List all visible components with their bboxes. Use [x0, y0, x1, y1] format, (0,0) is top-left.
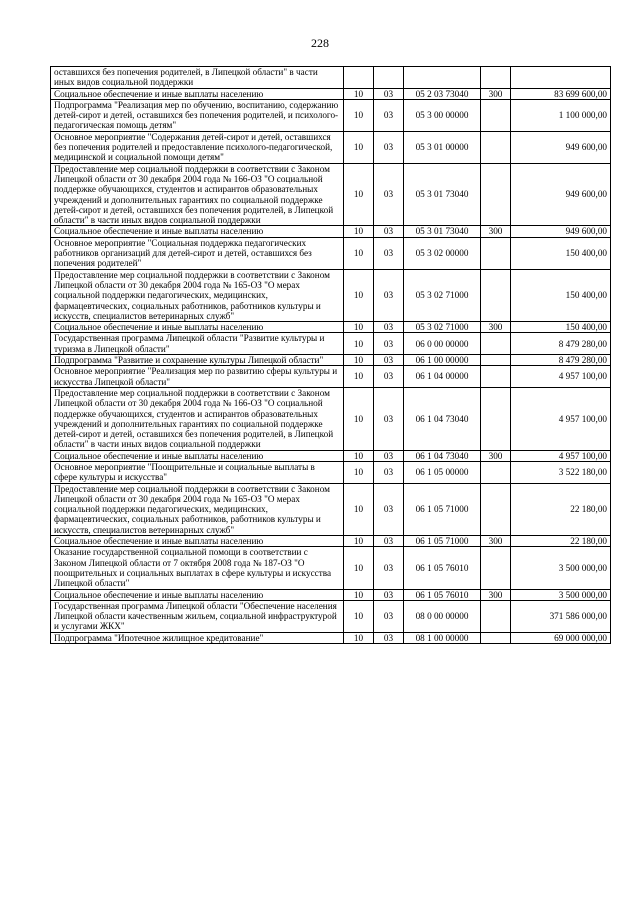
cell-subsection: 03: [374, 333, 404, 355]
cell-target-article: 06 0 00 00000: [404, 333, 481, 355]
cell-target-article: 05 3 01 00000: [404, 131, 481, 163]
cell-section: 10: [344, 483, 374, 535]
cell-amount: 4 957 100,00: [511, 387, 611, 450]
cell-name: Подпрограмма "Реализация мер по обучению, воспитанию, содержанию детей-сирот и детей, оставшихся без попечения родителей, и психолого-педагогическая помощь детям": [51, 99, 344, 131]
cell-subsection: 03: [374, 387, 404, 450]
cell-target-article: 08 1 00 00000: [404, 632, 481, 643]
cell-amount: 949 600,00: [511, 163, 611, 226]
cell-expense-type: 300: [481, 589, 511, 600]
cell-name: Социальное обеспечение и иные выплаты населению: [51, 88, 344, 99]
cell-name: Основное мероприятие "Поощрительные и социальные выплаты в сфере культуры и искусства": [51, 461, 344, 483]
cell-name: Подпрограмма "Развитие и сохранение культуры Липецкой области": [51, 355, 344, 366]
cell-section: 10: [344, 366, 374, 388]
cell-section: 10: [344, 589, 374, 600]
cell-name: Предоставление мер социальной поддержки в соответствии с Законом Липецкой области от 30 декабря 2004 года № 166-ОЗ "О социальной поддержке обучающихся, студентов и аспирантов образовательных учреждений и дополнительных гарантиях по социальной поддержке детей-сирот и детей, оставшихся без попечения родителей, в Липецкой области" в части иных видов социальной поддержки: [51, 163, 344, 226]
table-row: [51, 88, 611, 99]
cell-name: Основное мероприятие "Социальная поддержка педагогических работников организаций для детей-сирот и детей, оставшихся без попечения родителей": [51, 237, 344, 269]
cell-amount: 83 699 600,00: [511, 88, 611, 99]
cell-target-article: 05 3 01 73040: [404, 163, 481, 226]
cell-expense-type: 300: [481, 322, 511, 333]
cell-amount: 69 000 000,00: [511, 632, 611, 643]
table-row: [51, 99, 611, 131]
cell-target-article: 05 2 03 73040: [404, 88, 481, 99]
cell-name: Социальное обеспечение и иные выплаты населению: [51, 322, 344, 333]
cell-target-article: 06 1 04 00000: [404, 366, 481, 388]
cell-subsection: 03: [374, 589, 404, 600]
cell-amount: 3 500 000,00: [511, 589, 611, 600]
cell-subsection: 03: [374, 131, 404, 163]
cell-section: 10: [344, 333, 374, 355]
page-number: 228: [311, 36, 329, 50]
cell-target-article: 05 3 02 00000: [404, 237, 481, 269]
cell-expense-type: [481, 355, 511, 366]
cell-target-article: 06 1 05 76010: [404, 589, 481, 600]
cell-subsection: 03: [374, 536, 404, 547]
cell-section: 10: [344, 99, 374, 131]
budget-table-body: [51, 67, 611, 644]
cell-target-article: 06 1 05 71000: [404, 483, 481, 535]
table-row: [51, 483, 611, 535]
table-row: [51, 461, 611, 483]
table-row: [51, 131, 611, 163]
table-row: [51, 450, 611, 461]
table-row: [51, 237, 611, 269]
cell-subsection: 03: [374, 355, 404, 366]
cell-subsection: 03: [374, 99, 404, 131]
cell-expense-type: 300: [481, 450, 511, 461]
cell-target-article: 06 1 00 00000: [404, 355, 481, 366]
cell-section: 10: [344, 450, 374, 461]
cell-section: 10: [344, 131, 374, 163]
cell-amount: 22 180,00: [511, 483, 611, 535]
cell-subsection: 03: [374, 226, 404, 237]
cell-expense-type: [481, 131, 511, 163]
table-row: [51, 226, 611, 237]
cell-name: Социальное обеспечение и иные выплаты населению: [51, 226, 344, 237]
cell-target-article: 08 0 00 00000: [404, 600, 481, 632]
cell-name: Подпрограмма "Ипотечное жилищное кредитование": [51, 632, 344, 643]
cell-amount: [511, 67, 611, 89]
cell-expense-type: [481, 632, 511, 643]
cell-subsection: 03: [374, 269, 404, 321]
cell-amount: 4 957 100,00: [511, 450, 611, 461]
cell-section: 10: [344, 387, 374, 450]
cell-section: 10: [344, 269, 374, 321]
table-row: [51, 355, 611, 366]
cell-expense-type: [481, 547, 511, 589]
cell-section: 10: [344, 322, 374, 333]
cell-expense-type: [481, 163, 511, 226]
cell-target-article: 05 3 01 73040: [404, 226, 481, 237]
cell-section: 10: [344, 632, 374, 643]
cell-subsection: [374, 67, 404, 89]
cell-amount: 8 479 280,00: [511, 333, 611, 355]
cell-subsection: 03: [374, 366, 404, 388]
table-row: [51, 547, 611, 589]
table-row: [51, 269, 611, 321]
cell-target-article: 05 3 02 71000: [404, 322, 481, 333]
cell-subsection: 03: [374, 600, 404, 632]
cell-subsection: 03: [374, 450, 404, 461]
cell-subsection: 03: [374, 632, 404, 643]
cell-subsection: 03: [374, 461, 404, 483]
table-row: [51, 322, 611, 333]
cell-expense-type: [481, 67, 511, 89]
cell-target-article: 05 3 02 71000: [404, 269, 481, 321]
cell-section: 10: [344, 547, 374, 589]
cell-amount: 371 586 000,00: [511, 600, 611, 632]
cell-section: 10: [344, 163, 374, 226]
table-row: [51, 536, 611, 547]
cell-section: 10: [344, 600, 374, 632]
cell-expense-type: 300: [481, 88, 511, 99]
cell-name: Предоставление мер социальной поддержки в соответствии с Законом Липецкой области от 30 декабря 2004 года № 165-ОЗ "О мерах социальной поддержки педагогических, медицинских, фармацевтических, социальных работников, работников культуры и искусств, специалистов ветеринарных служб": [51, 483, 344, 535]
cell-subsection: 03: [374, 547, 404, 589]
cell-subsection: 03: [374, 163, 404, 226]
cell-subsection: 03: [374, 483, 404, 535]
cell-target-article: 06 1 05 76010: [404, 547, 481, 589]
cell-expense-type: [481, 99, 511, 131]
cell-name: Социальное обеспечение и иные выплаты населению: [51, 589, 344, 600]
cell-expense-type: 300: [481, 226, 511, 237]
cell-expense-type: [481, 333, 511, 355]
cell-name: Социальное обеспечение и иные выплаты населению: [51, 450, 344, 461]
cell-target-article: 06 1 05 00000: [404, 461, 481, 483]
cell-amount: 949 600,00: [511, 131, 611, 163]
cell-section: 10: [344, 536, 374, 547]
cell-section: 10: [344, 226, 374, 237]
cell-amount: 1 100 000,00: [511, 99, 611, 131]
cell-section: 10: [344, 355, 374, 366]
cell-amount: 8 479 280,00: [511, 355, 611, 366]
cell-subsection: 03: [374, 88, 404, 99]
table-row: [51, 632, 611, 643]
cell-amount: 3 500 000,00: [511, 547, 611, 589]
cell-expense-type: [481, 387, 511, 450]
cell-amount: 22 180,00: [511, 536, 611, 547]
cell-expense-type: 300: [481, 536, 511, 547]
cell-target-article: 05 3 00 00000: [404, 99, 481, 131]
table-row: [51, 163, 611, 226]
cell-section: 10: [344, 88, 374, 99]
cell-subsection: 03: [374, 322, 404, 333]
table-row: [51, 600, 611, 632]
cell-section: 10: [344, 237, 374, 269]
cell-amount: 150 400,00: [511, 269, 611, 321]
cell-section: [344, 67, 374, 89]
cell-section: 10: [344, 461, 374, 483]
cell-expense-type: [481, 269, 511, 321]
cell-name: Государственная программа Липецкой области "Развитие культуры и туризма в Липецкой области": [51, 333, 344, 355]
table-row: [51, 67, 611, 89]
cell-target-article: [404, 67, 481, 89]
cell-name: оставшихся без попечения родителей, в Липецкой области" в части иных видов социальной поддержки: [51, 67, 344, 89]
cell-target-article: 06 1 04 73040: [404, 450, 481, 461]
cell-name: Предоставление мер социальной поддержки в соответствии с Законом Липецкой области от 30 декабря 2004 года № 165-ОЗ "О мерах социальной поддержки педагогических, медицинских, фармацевтических, социальных работников, работников культуры и искусств, специалистов ветеринарных служб": [51, 269, 344, 321]
cell-target-article: 06 1 04 73040: [404, 387, 481, 450]
cell-amount: 949 600,00: [511, 226, 611, 237]
cell-amount: 4 957 100,00: [511, 366, 611, 388]
cell-amount: 150 400,00: [511, 322, 611, 333]
cell-target-article: 06 1 05 71000: [404, 536, 481, 547]
cell-name: Социальное обеспечение и иные выплаты населению: [51, 536, 344, 547]
cell-name: Государственная программа Липецкой области "Обеспечение населения Липецкой области качественным жильем, социальной инфраструктурой и услугами ЖКХ": [51, 600, 344, 632]
table-row: [51, 366, 611, 388]
cell-expense-type: [481, 483, 511, 535]
table-row: [51, 333, 611, 355]
budget-table: [50, 66, 611, 644]
table-row: [51, 589, 611, 600]
table-row: [51, 387, 611, 450]
cell-name: Предоставление мер социальной поддержки в соответствии с Законом Липецкой области от 30 декабря 2004 года № 166-ОЗ "О социальной поддержке обучающихся, студентов и аспирантов образовательных учреждений и дополнительных гарантиях по социальной поддержке детей-сирот и детей, оставшихся без попечения родителей, в Липецкой области" в части иных видов социальной поддержки: [51, 387, 344, 450]
cell-expense-type: [481, 461, 511, 483]
cell-amount: 150 400,00: [511, 237, 611, 269]
cell-amount: 3 522 180,00: [511, 461, 611, 483]
cell-expense-type: [481, 600, 511, 632]
cell-subsection: 03: [374, 237, 404, 269]
cell-expense-type: [481, 237, 511, 269]
cell-name: Основное мероприятие "Реализация мер по развитию сферы культуры и искусства Липецкой области": [51, 366, 344, 388]
cell-name: Основное мероприятие "Содержания детей-сирот и детей, оставшихся без попечения родителей и предоставление психолого-педагогической, медицинской и социальной помощи детям": [51, 131, 344, 163]
cell-expense-type: [481, 366, 511, 388]
cell-name: Оказание государственной социальной помощи в соответствии с Законом Липецкой области от 7 октября 2008 года № 187-ОЗ "О поощрительных и социальных выплатах в сфере культуры и искусства Липецкой области": [51, 547, 344, 589]
